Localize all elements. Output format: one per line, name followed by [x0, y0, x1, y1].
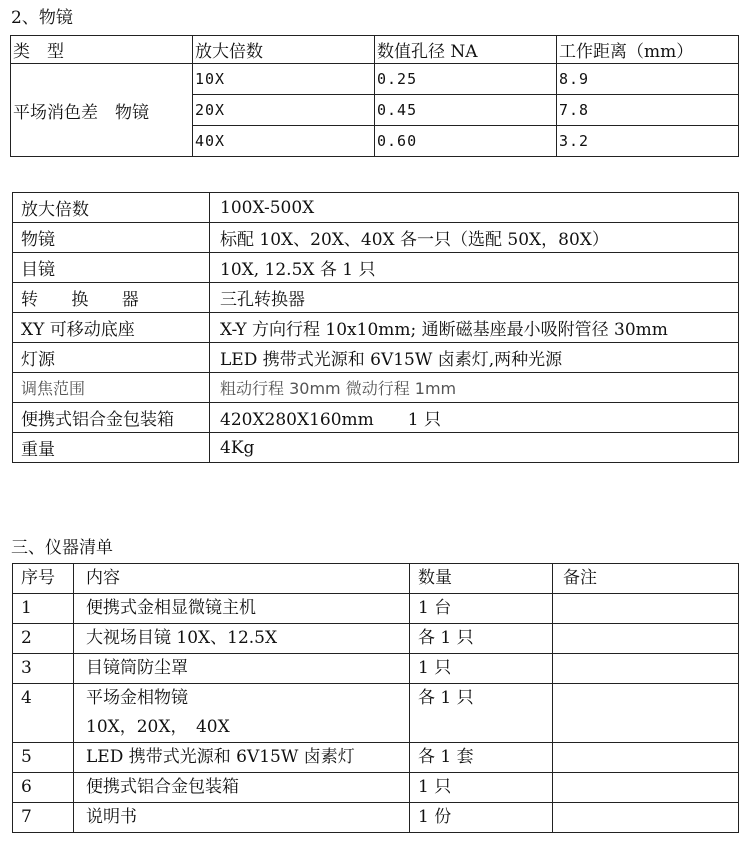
table-row	[13, 373, 739, 403]
table-row	[13, 803, 739, 833]
spec-label: 重量	[13, 433, 210, 463]
row-qty: 1 份	[410, 803, 553, 833]
table-row	[13, 223, 739, 253]
spec-label: 放大倍数	[13, 193, 210, 223]
spec-label: 便携式铝合金包装箱	[13, 403, 210, 433]
row-note	[553, 743, 739, 773]
header-qty: 数量	[410, 564, 553, 594]
table-row	[13, 773, 739, 803]
table-row	[13, 684, 739, 743]
row-content: 便携式金相显微镜主机	[74, 594, 410, 624]
row-content: 大视场目镜 10X、12.5X	[74, 624, 410, 654]
row-no: 1	[13, 594, 74, 624]
spec-table	[12, 192, 739, 463]
na-cell: 0.60	[375, 126, 557, 157]
header-magnification: 放大倍数	[193, 36, 375, 64]
table-row	[13, 253, 739, 283]
spec-label: XY 可移动底座	[13, 313, 210, 343]
spec-value: LED 携带式光源和 6V15W 卤素灯,两种光源	[210, 343, 739, 373]
table-row	[13, 624, 739, 654]
spec-label: 灯源	[13, 343, 210, 373]
distance-cell: 7.8	[557, 95, 739, 126]
spec-label: 目镜	[13, 253, 210, 283]
distance-cell: 8.9	[557, 64, 739, 95]
row-note	[553, 654, 739, 684]
table-row	[13, 343, 739, 373]
magnification-cell: 10X	[193, 64, 375, 95]
spec-label: 物镜	[13, 223, 210, 253]
na-cell: 0.45	[375, 95, 557, 126]
row-content-line1: 平场金相物镜	[86, 688, 188, 708]
row-note	[553, 594, 739, 624]
table-row	[13, 193, 739, 223]
row-qty: 1 只	[410, 773, 553, 803]
spec-label: 调焦范围	[13, 373, 210, 403]
spec-value: X-Y 方向行程 10x10mm; 通断磁基座最小吸附管径 30mm	[210, 313, 739, 343]
header-working-distance: 工作距离（mm）	[557, 36, 739, 64]
section-heading-instrument-list: 三、仪器清单	[11, 538, 113, 558]
spec-value: 4Kg	[210, 433, 739, 463]
magnification-cell: 20X	[193, 95, 375, 126]
row-note	[553, 773, 739, 803]
section-heading-objectives: 2、物镜	[11, 8, 73, 28]
header-na: 数值孔径 NA	[375, 36, 557, 64]
spec-value: 三孔转换器	[210, 283, 739, 313]
magnification-cell: 40X	[193, 126, 375, 157]
row-no: 2	[13, 624, 74, 654]
row-content-line2: 10X，20X， 40X	[86, 717, 230, 737]
table-row	[13, 654, 739, 684]
row-no: 6	[13, 773, 74, 803]
row-note	[553, 803, 739, 833]
header-note: 备注	[553, 564, 739, 594]
row-qty: 1 只	[410, 654, 553, 684]
row-note	[553, 684, 739, 743]
table-row	[11, 64, 739, 95]
row-content: 目镜筒防尘罩	[74, 654, 410, 684]
spec-value: 420X280X160mm 1 只	[210, 403, 739, 433]
na-cell: 0.25	[375, 64, 557, 95]
table-row	[13, 313, 739, 343]
table-row	[13, 283, 739, 313]
row-no: 5	[13, 743, 74, 773]
row-no: 7	[13, 803, 74, 833]
instrument-list-table	[12, 563, 739, 833]
table-header-row	[11, 36, 739, 64]
row-content	[74, 684, 410, 743]
table-row	[13, 433, 739, 463]
row-note	[553, 624, 739, 654]
row-content: 便携式铝合金包装箱	[74, 773, 410, 803]
objective-table	[10, 35, 739, 157]
table-header-row	[13, 564, 739, 594]
row-content: LED 携带式光源和 6V15W 卤素灯	[74, 743, 410, 773]
objective-type-cell: 平场消色差 物镜	[11, 64, 193, 157]
header-content: 内容	[74, 564, 410, 594]
spec-value: 标配 10X、20X、40X 各一只（选配 50X，80X）	[210, 223, 739, 253]
row-qty: 1 台	[410, 594, 553, 624]
distance-cell: 3.2	[557, 126, 739, 157]
row-no: 3	[13, 654, 74, 684]
row-qty: 各 1 只	[410, 684, 553, 743]
row-no: 4	[13, 684, 74, 743]
table-row	[13, 403, 739, 433]
spec-label: 转 换 器	[13, 283, 210, 313]
spec-value: 粗动行程 30mm 微动行程 1mm	[210, 373, 739, 403]
header-type: 类 型	[11, 36, 193, 64]
spec-value: 100X-500X	[210, 193, 739, 223]
row-qty: 各 1 只	[410, 624, 553, 654]
row-content: 说明书	[74, 803, 410, 833]
header-no: 序号	[13, 564, 74, 594]
table-row	[13, 594, 739, 624]
spec-value: 10X, 12.5X 各 1 只	[210, 253, 739, 283]
row-qty: 各 1 套	[410, 743, 553, 773]
table-row	[13, 743, 739, 773]
